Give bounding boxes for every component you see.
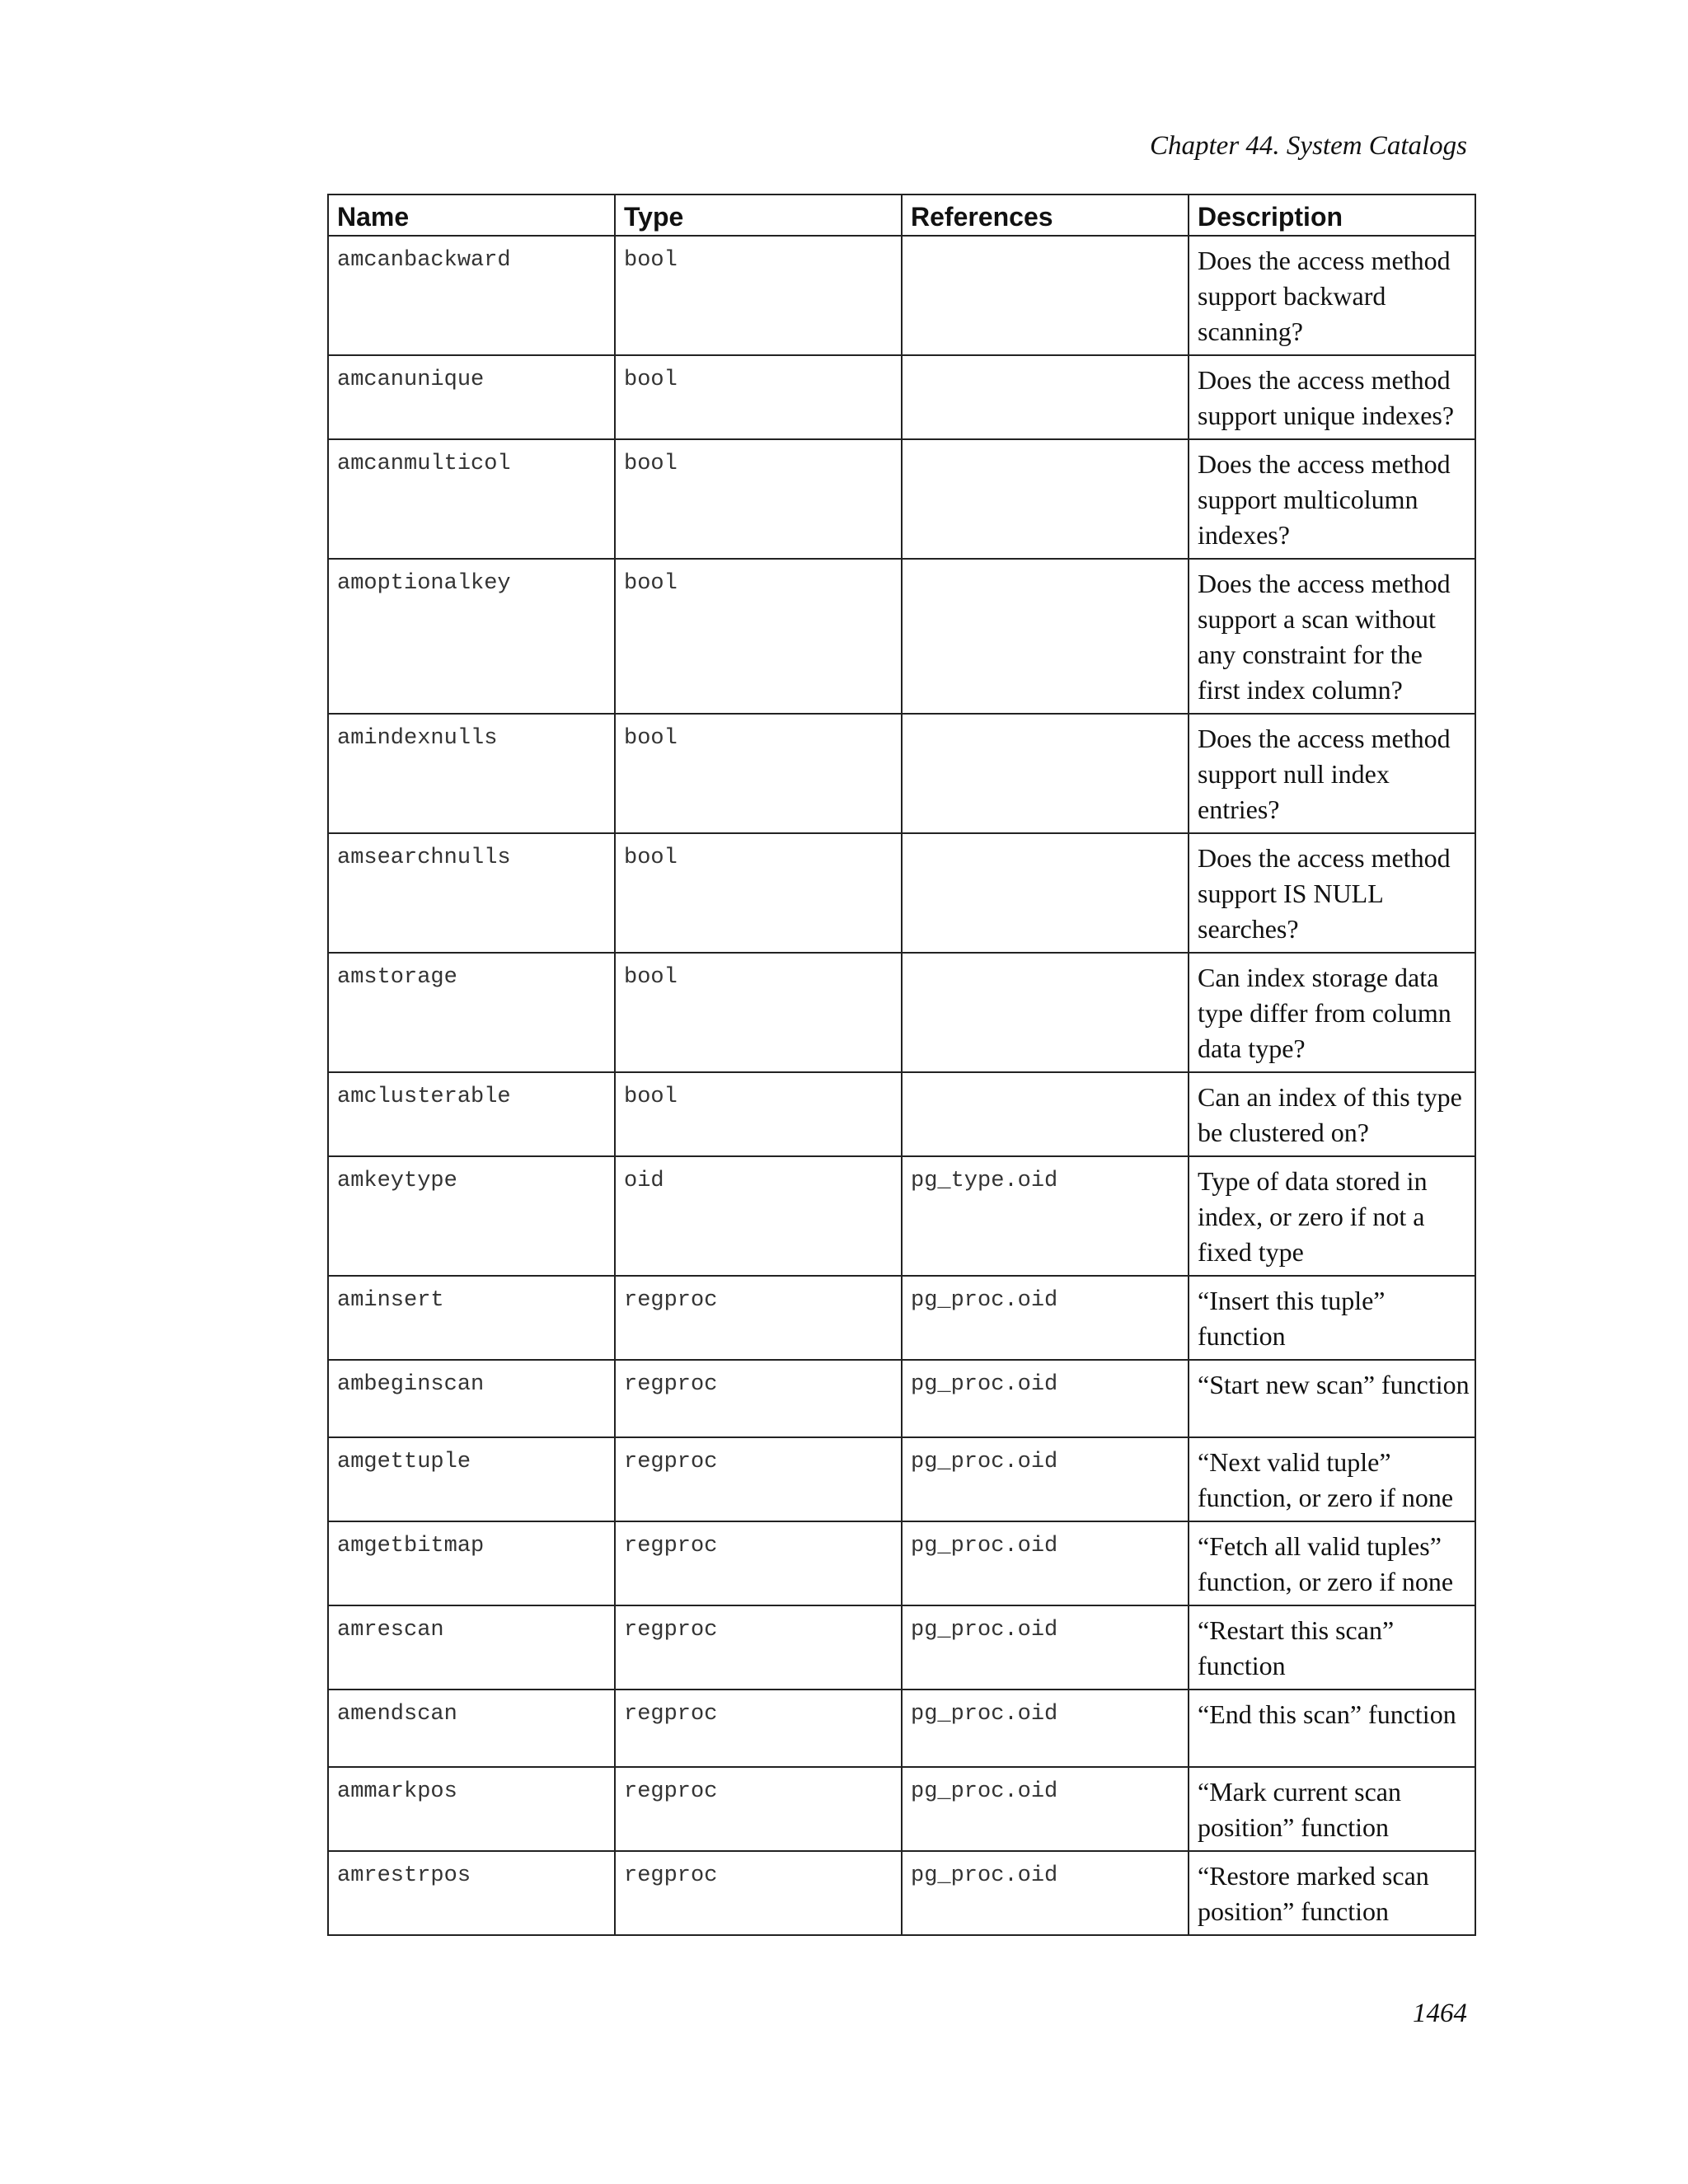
table-row xyxy=(328,559,1475,714)
cell-references: pg_proc.oid xyxy=(902,1360,1189,1437)
table-row xyxy=(328,355,1475,439)
cell-type: bool xyxy=(615,1072,902,1156)
table-row xyxy=(328,1437,1475,1521)
cell-type: bool xyxy=(615,714,902,833)
column-header-type: Type xyxy=(615,194,902,236)
table-row xyxy=(328,1767,1475,1851)
cell-description: Can an index of this type be clustered on? xyxy=(1189,1072,1475,1156)
cell-references xyxy=(902,236,1189,355)
cell-references xyxy=(902,714,1189,833)
cell-name: amclusterable xyxy=(328,1072,615,1156)
column-header-description: Description xyxy=(1189,194,1475,236)
table-row xyxy=(328,439,1475,559)
cell-name: amstorage xyxy=(328,953,615,1072)
cell-type: regproc xyxy=(615,1437,902,1521)
cell-references xyxy=(902,439,1189,559)
cell-type: bool xyxy=(615,236,902,355)
cell-description: “Mark current scan position” function xyxy=(1189,1767,1475,1851)
page-number: 1464 xyxy=(1413,1999,1467,2028)
table-row xyxy=(328,1360,1475,1437)
cell-references: pg_proc.oid xyxy=(902,1437,1189,1521)
cell-name: amsearchnulls xyxy=(328,833,615,953)
cell-references xyxy=(902,355,1189,439)
cell-type: regproc xyxy=(615,1767,902,1851)
cell-description: “Restore marked scan position” function xyxy=(1189,1851,1475,1935)
cell-type: regproc xyxy=(615,1605,902,1690)
table-row xyxy=(328,1605,1475,1690)
cell-type: regproc xyxy=(615,1360,902,1437)
cell-name: ammarkpos xyxy=(328,1767,615,1851)
cell-name: amrestrpos xyxy=(328,1851,615,1935)
cell-name: aminsert xyxy=(328,1276,615,1360)
table-row xyxy=(328,1690,1475,1767)
cell-name: amendscan xyxy=(328,1690,615,1767)
cell-name: amcanbackward xyxy=(328,236,615,355)
cell-references xyxy=(902,559,1189,714)
cell-references xyxy=(902,953,1189,1072)
table-header-row xyxy=(328,194,1475,236)
cell-references: pg_proc.oid xyxy=(902,1521,1189,1605)
cell-references: pg_proc.oid xyxy=(902,1605,1189,1690)
cell-description: “Fetch all valid tuples” function, or zero if none xyxy=(1189,1521,1475,1605)
cell-description: “Next valid tuple” function, or zero if none xyxy=(1189,1437,1475,1521)
table-row xyxy=(328,714,1475,833)
cell-type: bool xyxy=(615,355,902,439)
cell-name: amcanmulticol xyxy=(328,439,615,559)
cell-type: bool xyxy=(615,953,902,1072)
cell-references: pg_proc.oid xyxy=(902,1276,1189,1360)
cell-type: bool xyxy=(615,833,902,953)
cell-references: pg_proc.oid xyxy=(902,1767,1189,1851)
cell-description: Does the access method support unique indexes? xyxy=(1189,355,1475,439)
cell-references: pg_type.oid xyxy=(902,1156,1189,1276)
cell-type: bool xyxy=(615,559,902,714)
running-header: Chapter 44. System Catalogs xyxy=(1150,131,1467,161)
cell-name: amrescan xyxy=(328,1605,615,1690)
column-header-name: Name xyxy=(328,194,615,236)
cell-references: pg_proc.oid xyxy=(902,1851,1189,1935)
cell-type: regproc xyxy=(615,1521,902,1605)
table-row xyxy=(328,1072,1475,1156)
cell-type: oid xyxy=(615,1156,902,1276)
table-row xyxy=(328,833,1475,953)
cell-description: “Start new scan” function xyxy=(1189,1360,1475,1437)
cell-references xyxy=(902,833,1189,953)
table-body xyxy=(328,236,1475,1935)
cell-type: regproc xyxy=(615,1276,902,1360)
column-header-references: References xyxy=(902,194,1189,236)
cell-name: amkeytype xyxy=(328,1156,615,1276)
cell-description: “End this scan” function xyxy=(1189,1690,1475,1767)
cell-description: “Insert this tuple” function xyxy=(1189,1276,1475,1360)
cell-description: Type of data stored in index, or zero if not a fixed type xyxy=(1189,1156,1475,1276)
cell-name: amoptionalkey xyxy=(328,559,615,714)
cell-references: pg_proc.oid xyxy=(902,1690,1189,1767)
cell-description: Does the access method support IS NULL searches? xyxy=(1189,833,1475,953)
table-row xyxy=(328,1851,1475,1935)
cell-description: Does the access method support multicolumn indexes? xyxy=(1189,439,1475,559)
cell-type: bool xyxy=(615,439,902,559)
catalog-table xyxy=(327,194,1476,1936)
cell-name: ambeginscan xyxy=(328,1360,615,1437)
table-row xyxy=(328,1521,1475,1605)
cell-references xyxy=(902,1072,1189,1156)
cell-description: Does the access method support null index entries? xyxy=(1189,714,1475,833)
cell-description: “Restart this scan” function xyxy=(1189,1605,1475,1690)
cell-name: amgetbitmap xyxy=(328,1521,615,1605)
cell-description: Does the access method support a scan without any constraint for the first index column? xyxy=(1189,559,1475,714)
cell-description: Does the access method support backward scanning? xyxy=(1189,236,1475,355)
table-row xyxy=(328,236,1475,355)
cell-type: regproc xyxy=(615,1690,902,1767)
cell-name: amgettuple xyxy=(328,1437,615,1521)
table-row xyxy=(328,953,1475,1072)
cell-name: amindexnulls xyxy=(328,714,615,833)
cell-description: Can index storage data type differ from column data type? xyxy=(1189,953,1475,1072)
cell-type: regproc xyxy=(615,1851,902,1935)
table-row xyxy=(328,1276,1475,1360)
cell-name: amcanunique xyxy=(328,355,615,439)
table-row xyxy=(328,1156,1475,1276)
